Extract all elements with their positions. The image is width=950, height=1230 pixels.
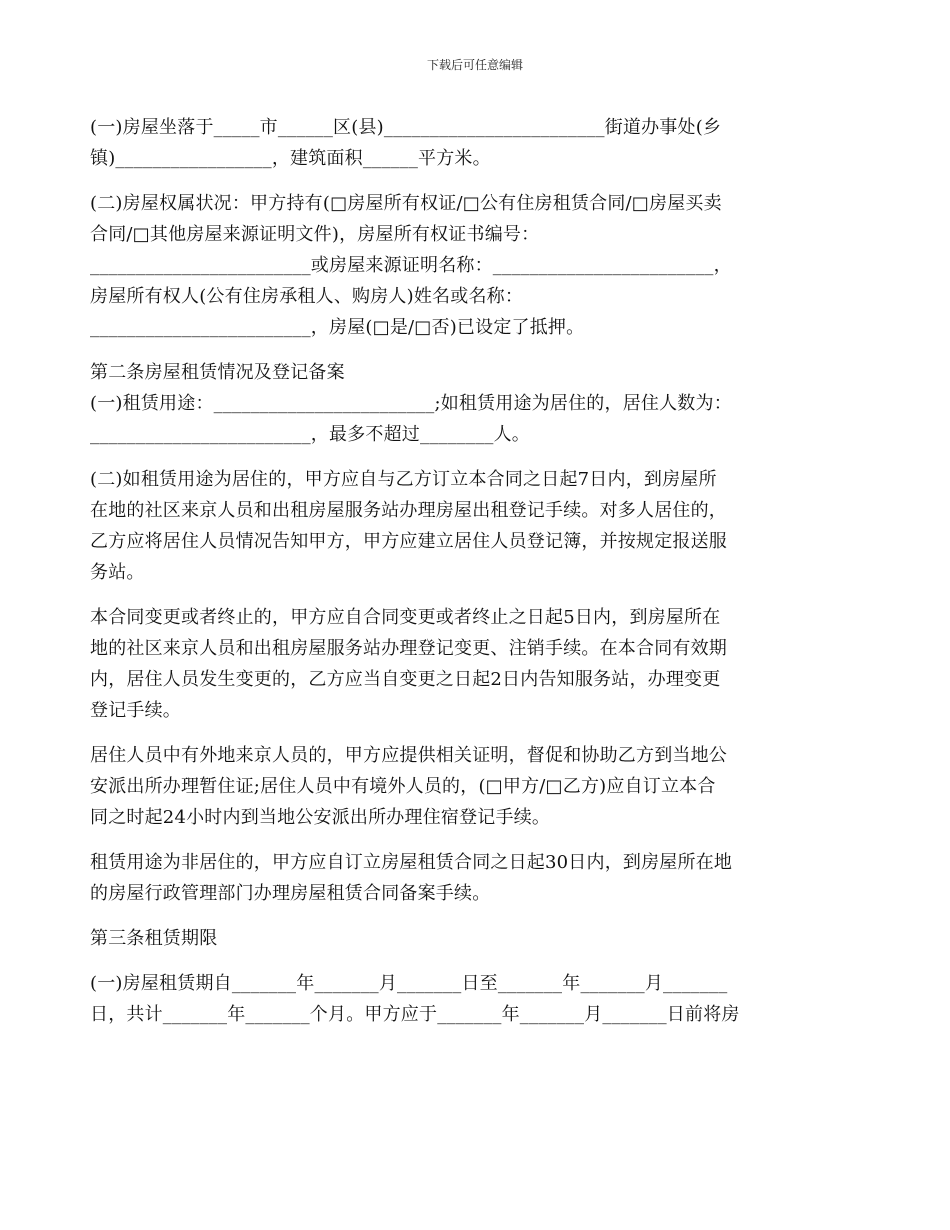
text-line: 同之时起24小时内到当地公安派出所办理住宿登记手续。: [90, 807, 551, 828]
text-line: (二)如租赁用途为居住的，甲方应自与乙方订立本合同之日起7日内，到房屋所: [90, 469, 717, 490]
paragraph-use: [90, 388, 860, 450]
text-line: (二)房屋权属状况：甲方持有(□房屋所有权证/□公有住房租赁合同/□房屋买卖: [90, 193, 722, 214]
text-line: 第二条房屋租赁情况及登记备案: [90, 362, 345, 383]
text-line: 乙方应将居住人员情况告知甲方，甲方应建立居住人员登记簿，并按规定报送服: [90, 531, 727, 552]
text-line: 第三条租赁期限: [90, 928, 218, 949]
paragraph-residential-registration: [90, 464, 860, 588]
text-line: ________________________，房屋(□是/□否)已设定了抵押。: [90, 317, 585, 338]
paragraph-ownership: [90, 188, 860, 343]
text-line: ________________________或房屋来源证明名称：________________________，: [90, 255, 732, 276]
paragraph-change-termination: [90, 602, 860, 726]
text-line: 日，共计_______年_______个月。甲方应于_______年_______月_______日前将房: [90, 1004, 740, 1025]
text-line: 本合同变更或者终止的，甲方应自合同变更或者终止之日起5日内，到房屋所在: [90, 607, 721, 628]
paragraph-lease-term: [90, 968, 860, 1030]
text-line: 租赁用途为非居住的，甲方应自订立房屋租赁合同之日起30日内，到房屋所在地: [90, 852, 733, 873]
text-line: 房屋所有权人(公有住房承租人、购房人)姓名或名称：: [90, 286, 524, 307]
document-body: [90, 112, 860, 1044]
text-line: 镇)_________________，建筑面积______平方米。: [90, 148, 491, 169]
page-header: 下载后可任意编辑: [426, 58, 523, 72]
paragraph-non-residential-use: [90, 847, 860, 909]
text-line: 登记手续。: [90, 700, 181, 721]
section-heading-lease-term: [90, 923, 860, 954]
text-line: 居住人员中有外地来京人员的，甲方应提供相关证明，督促和协助乙方到当地公: [90, 745, 727, 766]
text-line: 合同/□其他房屋来源证明文件)，房屋所有权证书编号：: [90, 224, 540, 245]
text-line: 地的社区来京人员和出租房屋服务站办理登记变更、注销手续。在本合同有效期: [90, 638, 727, 659]
text-line: 的房屋行政管理部门办理房屋租赁合同备案手续。: [90, 883, 491, 904]
text-line: (一)租赁用途：________________________;如租赁用途为居住的，居住人数为：: [90, 393, 732, 414]
paragraph-non-local-residents: [90, 740, 860, 833]
section-heading-lease-registration: [90, 357, 860, 388]
text-line: 在地的社区来京人员和出租房屋服务站办理房屋出租登记手续。对多人居住的，: [90, 500, 727, 521]
text-line: 内，居住人员发生变更的，乙方应当自变更之日起2日内告知服务站，办理变更: [90, 669, 721, 690]
paragraph-location: [90, 112, 860, 174]
text-line: 安派出所办理暂住证;居住人员中有境外人员的，(□甲方/□乙方)应自订立本合: [90, 776, 716, 797]
text-line: (一)房屋坐落于_____市______区(县)________________________街道办事处(乡: [90, 117, 722, 138]
text-line: 务站。: [90, 562, 145, 583]
text-line: (一)房屋租赁期自_______年_______月_______日至_______年_______月_______: [90, 973, 728, 994]
text-line: ________________________，最多不超过________人。: [90, 424, 530, 445]
